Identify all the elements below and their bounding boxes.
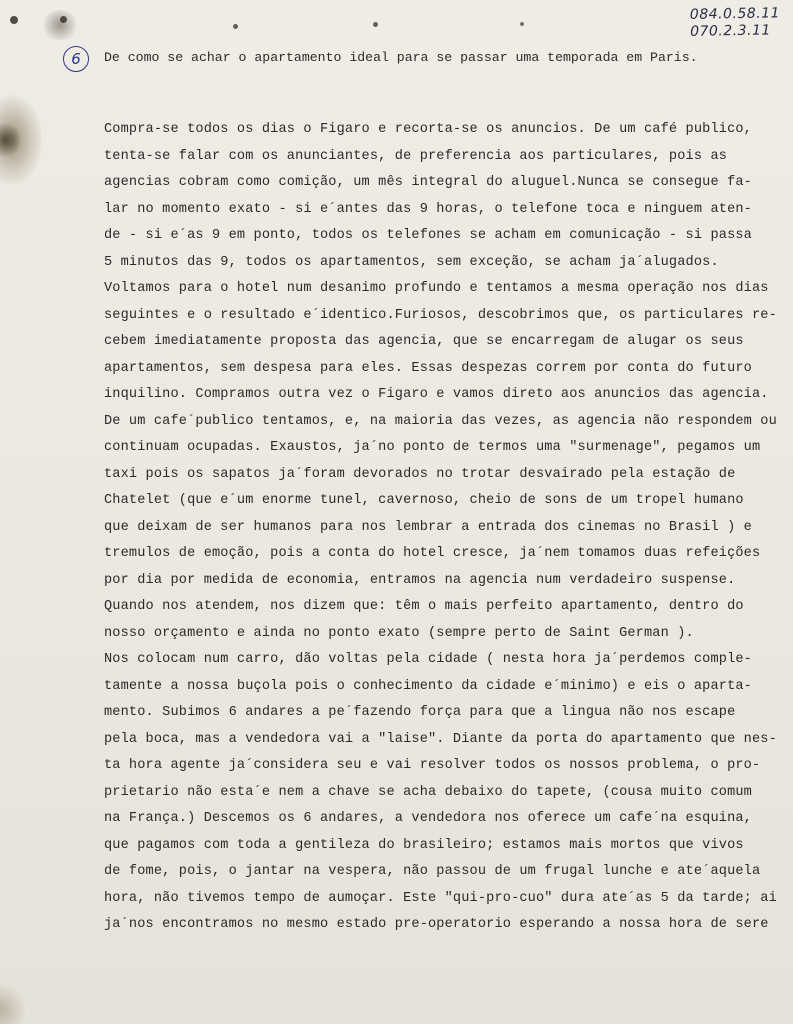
text-line: Chatelet (que e´um enorme tunel, cavernoso, cheio de sons de um tropel humano (104, 493, 744, 508)
text-line: que deixam de ser humanos para nos lembrar a entrada dos cinemas no Brasil ) e (104, 519, 752, 535)
document-body (104, 117, 784, 939)
reference-mark: 084.0.58.11 (689, 5, 781, 23)
paper-stain (40, 10, 80, 40)
text-line: agencias cobram como comição, um mês integral do aluguel.Nunca se consegue fa- (104, 175, 752, 190)
paper-stain (233, 24, 238, 29)
text-line: taxi pois os sapatos ja´foram devorados no trotar desvairado pela estação de (104, 466, 736, 482)
text-line: lar no momento exato - si e´antes das 9 horas, o telefone toca e ninguem aten- (104, 201, 752, 217)
text-line: tenta-se falar com os anunciantes, de preferencia aos particulares, pois as (104, 148, 728, 164)
text-line: prietario não esta´e nem a chave se acha debaixo do tapete, (cousa muito comum (104, 784, 752, 800)
text-line: na França.) Descemos os 6 andares, a vendedora nos oferece um cafe´na esquina, (104, 811, 752, 826)
text-line: seguintes e o resultado e´identico.Furiosos, descobrimos que, os particulares re- (104, 307, 777, 323)
text-line: Voltamos para o hotel num desanimo profundo e tentamos a mesma operação nos dias (104, 281, 769, 296)
paper-stain (60, 16, 67, 23)
text-line: mento. Subimos 6 andares a pe´fazendo força para que a lingua não nos escape (104, 705, 736, 720)
document-heading: De como se achar o apartamento ideal para se passar uma temporada em Paris. (104, 50, 698, 65)
text-line: cebem imediatamente proposta das agencia, que se encarregam de alugar os seus (104, 334, 744, 349)
paper-stain (10, 16, 18, 24)
paper-stain (0, 980, 25, 1024)
text-line: Quando nos atendem, nos dizem que: têm o mais perfeito apartamento, dentro do (104, 599, 744, 614)
paper-stain (520, 22, 524, 26)
text-line: por dia por medida de economia, entramos na agencia num verdadeiro suspense. (104, 572, 736, 588)
text-line: pela boca, mas a vendedora vai a "laise". Diante da porta do apartamento que nes- (104, 731, 777, 747)
paper-stain (373, 22, 378, 27)
text-line: ja´nos encontramos no mesmo estado pre-operatorio esperando a nossa hora de sere (104, 917, 769, 932)
text-line: 5 minutos das 9, todos os apartamentos, sem exceção, se acham ja´alugados. (104, 254, 719, 270)
text-line: De um cafe´publico tentamos, e, na maioria das vezes, as agencia não respondem ou (104, 413, 777, 429)
paper-stain (0, 120, 20, 160)
text-line: de - si e´as 9 em ponto, todos os telefones se acham em comunicação - si passa (104, 228, 752, 243)
paper-stain (0, 95, 42, 185)
text-line: Nos colocam num carro, dão voltas pela cidade ( nesta hora ja´perdemos comple- (104, 652, 752, 667)
archive-reference (690, 5, 791, 41)
text-line: nosso orçamento e ainda no ponto exato (sempre perto de Saint German ). (104, 625, 694, 641)
text-line: tremulos de emoção, pois a conta do hotel cresce, ja´nem tomamos duas refeições (104, 546, 761, 561)
text-line: que pagamos com toda a gentileza do brasileiro; estamos mais mortos que vivos (104, 837, 744, 853)
text-line: inquilino. Compramos outra vez o Figaro e vamos direto aos anuncios das agencia. (104, 387, 769, 402)
page-number: 6 (63, 46, 89, 72)
text-line: Compra-se todos os dias o Figaro e recorta-se os anuncios. De um café publico, (104, 122, 752, 137)
text-line: continuam ocupadas. Exaustos, ja´no ponto de termos uma "surmenage", pegamos um (104, 440, 761, 455)
text-line: hora, não tivemos tempo de aumoçar. Este "qui-pro-cuo" dura ate´as 5 da tarde; ai (104, 890, 777, 906)
text-line: apartamentos, sem despesa para eles. Essas despezas correm por conta do futuro (104, 360, 752, 376)
text-line: ta hora agente ja´considera seu e vai resolver todos os nossos problema, o pro- (104, 758, 761, 773)
text-line: de fome, pois, o jantar na vespera, não passou de um frugal lunche e ate´aquela (104, 864, 761, 879)
text-line: tamente a nossa buçola pois o conhecimento da cidade e´minimo) e eis o aparta- (104, 678, 752, 694)
reference-mark: 070.2.3.11 (690, 22, 771, 40)
